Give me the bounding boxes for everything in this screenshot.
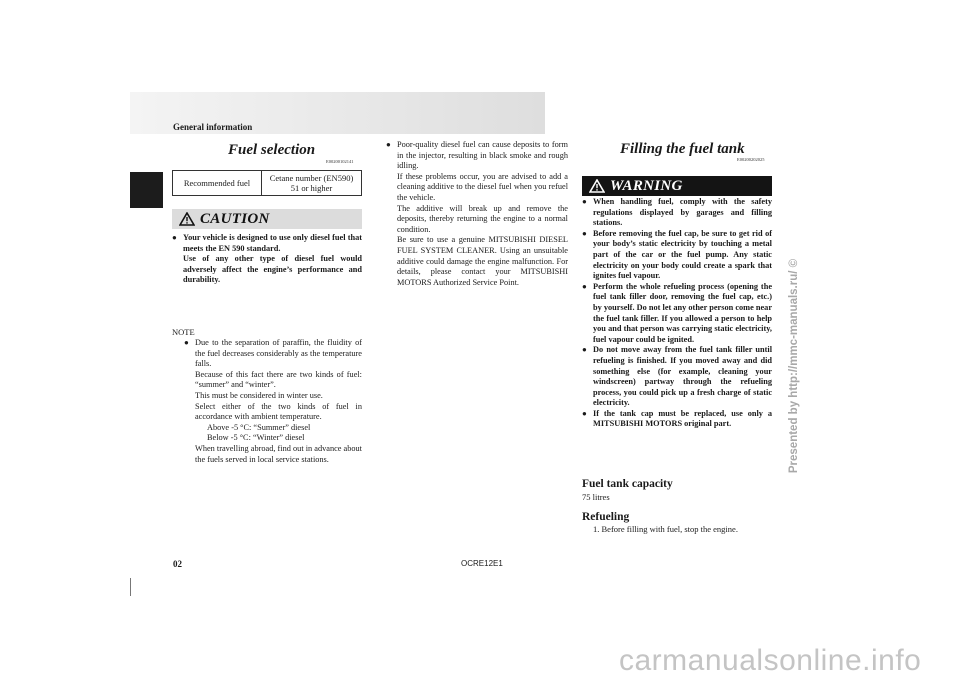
caution-banner xyxy=(172,209,362,229)
note-line: When travelling abroad, find out in advance about the fuels served in local service stations. xyxy=(195,443,362,464)
note-label: NOTE xyxy=(172,327,195,337)
refueling-step: 1. Before filling with fuel, stop the engine. xyxy=(593,524,738,534)
warning-banner xyxy=(582,176,772,196)
warning-item: Do not move away from the fuel tank filler until refueling is finished. If you moved away and did something else (for example, cleaning your windscreen) partway through the refueling process, you could pick up a fresh charge of static electricity. xyxy=(593,345,772,408)
note-temp-line: Above -5 °C: “Summer” diesel xyxy=(207,422,311,432)
filling-title-block xyxy=(620,140,745,158)
list-item xyxy=(184,338,362,465)
note-body xyxy=(184,338,362,465)
bullet-icon: ● xyxy=(582,281,587,291)
note-line: Poor-quality diesel fuel can cause deposits to form in the injector, resulting in black smoke and rough idling. xyxy=(397,140,568,171)
note-line: Be sure to use a genuine MITSUBISHI DIESEL FUEL SYSTEM CLEANER. Using an unsuitable additive could damage the engine malfunction. For details, please contact your MITSUBISHI MOTORS Authorized Service Point. xyxy=(397,235,568,287)
cetane-value: 51 or higher xyxy=(290,183,333,193)
diesel-quality-note xyxy=(386,140,568,288)
crop-mark xyxy=(130,578,131,596)
section-code: E00200202025 xyxy=(737,157,765,162)
caution-line: Your vehicle is designed to use only diesel fuel that meets the EN 590 standard. xyxy=(183,233,362,253)
cetane-label: Cetane number (EN590) xyxy=(269,173,354,183)
list-item xyxy=(582,282,772,346)
bullet-icon: ● xyxy=(184,338,189,347)
refueling-heading: Refueling xyxy=(582,511,630,523)
note-line: Because of this fact there are two kinds of fuel: “summer” and “winter”. xyxy=(195,369,362,390)
bullet-icon: ● xyxy=(582,345,587,355)
page-number: 02 xyxy=(173,559,182,569)
fuel-capacity-value: 75 litres xyxy=(582,492,610,502)
list-item xyxy=(172,233,362,286)
document-code: OCRE12E1 xyxy=(461,559,503,568)
note-line: If these problems occur, you are advised to add a cleaning additive to the diesel fuel when you refuel the vehicle. xyxy=(397,171,568,202)
section-code: E00200102141 xyxy=(326,159,354,164)
fuel-spec-table xyxy=(172,170,362,196)
fuel-capacity-heading: Fuel tank capacity xyxy=(582,478,673,490)
site-watermark: carmanualsonline.info xyxy=(619,644,922,677)
page-header-title: General information xyxy=(173,122,253,132)
bullet-icon: ● xyxy=(582,408,587,418)
warning-item: Before removing the fuel cap, be sure to get rid of your body’s static electricity by touching a metal part of the car or the fuel pump. Any static electricity on your body could create a spark that ignites fuel vapour. xyxy=(593,228,772,281)
warning-item: If the tank cap must be replaced, use only a MITSUBISHI MOTORS original part. xyxy=(593,408,772,429)
table-cell-cetane xyxy=(262,171,362,196)
bullet-icon: ● xyxy=(582,228,587,238)
caution-body xyxy=(172,233,362,286)
warning-body xyxy=(582,197,772,430)
table-cell-recommended-fuel: Recommended fuel xyxy=(173,171,262,196)
list-item xyxy=(582,409,772,430)
section-title: Fuel selection xyxy=(228,142,316,158)
side-watermark: Presented by http://mmc-manuals.ru/ © xyxy=(788,258,800,474)
list-item xyxy=(582,229,772,282)
list-item xyxy=(582,345,772,409)
list-item xyxy=(386,140,568,288)
fuel-selection-title-block xyxy=(228,141,315,159)
caution-line: Use of any other type of diesel fuel would adversely affect the engine’s performance and durability. xyxy=(183,254,362,285)
section-tab xyxy=(130,172,163,208)
warning-item: Perform the whole refueling process (opening the fuel tank filler door, removing the fuel cap, etc.) by yourself. Do not let any other person come near the fuel tank filler. If you allowed a person to help you and that person was carrying static electricity, fuel vapour could be ignited. xyxy=(593,281,772,344)
warning-triangle-icon xyxy=(176,209,198,229)
bullet-icon: ● xyxy=(582,197,587,206)
bullet-icon: ● xyxy=(172,233,177,242)
section-title: Filling the fuel tank xyxy=(620,141,745,157)
list-item xyxy=(582,197,772,229)
note-line: The additive will break up and remove the deposits, thereby returning the engine to a normal condition. xyxy=(397,203,568,234)
caution-label: CAUTION xyxy=(200,210,270,227)
warning-item: When handling fuel, comply with the safety regulations displayed by garages and filling stations. xyxy=(593,197,772,228)
note-line: Due to the separation of paraffin, the fluidity of the fuel decreases considerably as the temperature falls. xyxy=(195,338,362,369)
note-temp-line: Below -5 °C: “Winter” diesel xyxy=(207,433,305,443)
note-line: This must be considered in winter use. xyxy=(195,390,323,400)
warning-triangle-icon xyxy=(586,176,608,196)
note-line: Select either of the two kinds of fuel in accordance with ambient temperature. xyxy=(195,401,362,422)
bullet-icon: ● xyxy=(386,140,391,149)
warning-label: WARNING xyxy=(610,177,683,194)
